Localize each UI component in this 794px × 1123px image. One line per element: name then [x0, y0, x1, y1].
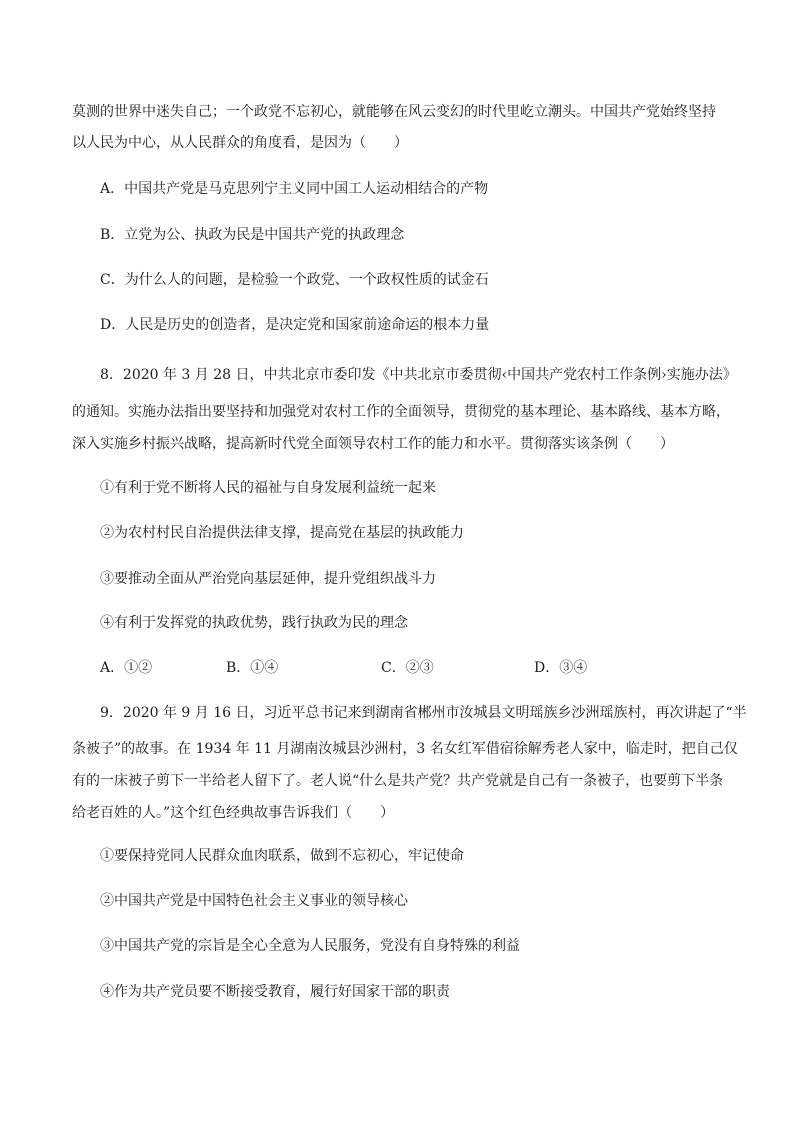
q8-stem-line-2: 的通知。实施办法指出要坚持和加强党对农村工作的全面领导，贯彻党的基本理论、基本路线、基本方略， [72, 404, 730, 420]
q9-stem-line-1: 9．2020 年 9 月 16 日，习近平总书记来到湖南省郴州市汝城县文明瑶族乡沙洲瑶族村，再次讲起了“半 [100, 705, 747, 721]
q9-statement-4: ④作为共产党员要不断接受教育，履行好国家干部的职责 [100, 984, 450, 1000]
q9-statement-2: ②中国共产党是中国特色社会主义事业的领导核心 [100, 893, 408, 909]
q9-stem-line-2: 条被子”的故事。在 1934 年 11 月湖南汝城县沙洲村，3 名女红军借宿徐解秀老人家中，临走时，把自己仅 [72, 741, 738, 757]
q7-option-c: C．为什么人的问题，是检验一个政党、一个政权性质的试金石 [100, 272, 489, 288]
q8-choices [100, 659, 660, 677]
q7-option-b: B．立党为公、执政为民是中国共产党的执政理念 [100, 227, 405, 243]
q9-statement-3: ③中国共产党的宗旨是全心全意为人民服务，党没有自身特殊的利益 [100, 938, 520, 954]
q7-stem-line-1: 莫测的世界中迷失自己；一个政党不忘初心，就能够在风云变幻的时代里屹立潮头。中国共产党始终坚持 [72, 104, 716, 120]
q7-option-d: D．人民是历史的创造者，是决定党和国家前途命运的根本力量 [100, 317, 490, 333]
q9-stem-line-3: 有的一床被子剪下一半给老人留下了。老人说“什么是共产党？共产党就是自己有一条被子，也要剪下半条 [72, 773, 724, 789]
q8-statement-3: ③要推动全面从严治党向基层延伸，提升党组织战斗力 [100, 571, 436, 587]
q8-statement-2: ②为农村村民自治提供法律支撑，提高党在基层的执政能力 [100, 525, 464, 541]
q8-statement-4: ④有利于发挥党的执政优势，践行执政为民的理念 [100, 615, 408, 631]
q9-statement-1: ①要保持党同人民群众血肉联系，做到不忘初心，牢记使命 [100, 848, 464, 864]
q7-option-a: A．中国共产党是马克思列宁主义同中国工人运动相结合的产物 [100, 181, 489, 197]
q8-choice-b: B．①④ [226, 660, 279, 676]
q8-choice-d: D．③④ [534, 660, 588, 676]
q7-stem-line-2: 以人民为中心，从人民群众的角度看，是因为（ ） [72, 135, 408, 151]
q8-stem-line-1: 8．2020 年 3 月 28 日，中共北京市委印发《中共北京市委贯彻‹中国共产党农村工作条例›实施办法》 [100, 367, 737, 383]
q8-statement-1: ①有利于党不断将人民的福祉与自身发展利益统一起来 [100, 480, 436, 496]
q8-choice-c: C．②③ [381, 660, 434, 676]
q8-stem-line-3: 深入实施乡村振兴战略，提高新时代党全面领导农村工作的能力和水平。贯彻落实该条例（ ） [72, 436, 674, 452]
q8-choice-a: A．①② [100, 660, 153, 676]
q9-stem-line-4: 给老百姓的人。”这个红色经典故事告诉我们（ ） [72, 805, 395, 821]
